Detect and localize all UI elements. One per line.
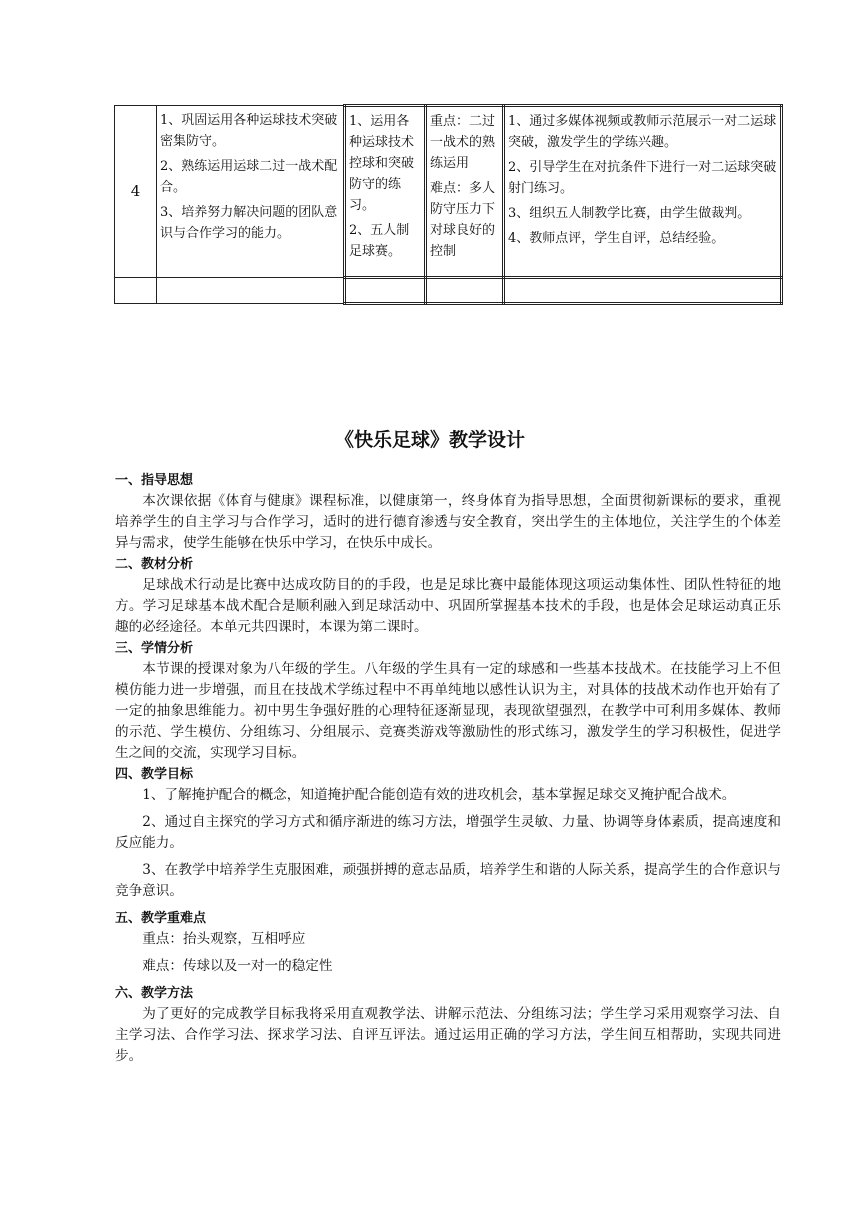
methods-cell bbox=[504, 106, 782, 278]
method-item: 3、组织五人制教学比赛，由学生做裁判。 bbox=[508, 206, 751, 221]
goal-item: 1、巩固运用各种运球技术突破密集防守。 bbox=[160, 113, 338, 149]
lesson-plan-table bbox=[114, 104, 783, 305]
content-item: 1、运用各种运球技术控球和突破防守的练习。 bbox=[349, 114, 415, 213]
document-body bbox=[115, 470, 781, 1067]
method-item: 4、教师点评，学生自评，总结经验。 bbox=[508, 231, 725, 246]
section-heading: 六、教学方法 bbox=[115, 986, 194, 1001]
section-paragraph: 本次课依据《体育与健康》课程标准，以健康第一，终身体育为指导思想，全面贯彻新课标的要求，重视培养学生的自主学习与合作学习，适时的进行德育渗透与安全教育，突出学生的主体地位，关注学生的个体差异与需求，使学生能够在快乐中学习，在快乐中成长。 bbox=[115, 493, 781, 551]
section-heading: 一、指导思想 bbox=[115, 473, 194, 488]
empty-cell bbox=[504, 278, 782, 304]
goal-item: 2、熟练运用运球二过一战术配合。 bbox=[160, 159, 338, 195]
empty-cell bbox=[426, 278, 504, 304]
section-heading: 五、教学重难点 bbox=[115, 911, 207, 926]
lesson-number-cell: 4 bbox=[115, 106, 157, 278]
goals-cell bbox=[157, 106, 345, 278]
empty-cell bbox=[115, 278, 157, 304]
method-item: 2、引导学生在对抗条件下进行一对二运球突破射门练习。 bbox=[508, 160, 777, 196]
content-item: 2、五人制足球赛。 bbox=[349, 223, 410, 259]
goal-paragraph: 2、通过自主探究的学习方式和循序渐进的练习方法，增强学生灵敏、力量、协调等身体素质，提高速度和反应能力。 bbox=[115, 814, 781, 851]
goal-item: 3、培养努力解决问题的团队意识与合作学习的能力。 bbox=[160, 205, 338, 241]
empty-cell bbox=[157, 278, 345, 304]
key-difficulty-cell bbox=[426, 106, 504, 278]
section-heading: 三、学情分析 bbox=[115, 641, 194, 656]
content-cell bbox=[345, 106, 426, 278]
table-row bbox=[115, 106, 782, 278]
empty-cell bbox=[345, 278, 426, 304]
key-point-line: 重点：抬头观察，互相呼应 bbox=[142, 931, 306, 947]
table-row bbox=[115, 278, 782, 304]
key-point: 重点：二过一战术的熟练运用 bbox=[430, 114, 496, 171]
difficulty-point: 难点：多人防守压力下对球良好的控制 bbox=[430, 181, 496, 259]
section-paragraph: 为了更好的完成教学目标我将采用直观教学法、讲解示范法、分组练习法；学生学习采用观察学习法、自主学习法、合作学习法、探求学习法、自评互评法。通过运用正确的学习方法，学生间互相帮助，实现共同进步。 bbox=[115, 1006, 781, 1064]
section-heading: 二、教材分析 bbox=[115, 557, 194, 572]
difficulty-line: 难点：传球以及一对一的稳定性 bbox=[142, 958, 333, 974]
section-paragraph: 足球战术行动是比赛中达成攻防目的的手段，也是足球比赛中最能体现这项运动集体性、团队性特征的地方。学习足球基本战术配合是顺利融入到足球活动中、巩固所掌握基本技术的手段，也是体会足球运动真正乐趣的必经途径。本单元共四课时，本课为第二课时。 bbox=[115, 577, 781, 635]
method-item: 1、通过多媒体视频或教师示范展示一对二运球突破，激发学生的学练兴趣。 bbox=[508, 114, 777, 150]
section-paragraph: 本节课的授课对象为八年级的学生。八年级的学生具有一定的球感和一些基本技战术。在技能学习上不但模仿能力进一步增强，而且在技战术学练过程中不再单纯地以感性认识为主，对具体的技战术动作也开始有了一定的抽象思维能力。初中男生争强好胜的心理特征逐渐显现，表现欲望强烈，在教学中可利用多媒体、教师的示范、学生模仿、分组练习、分组展示、竞赛类游戏等激励性的形式练习，激发学生的学习积极性，促进学生之间的交流，实现学习目标。 bbox=[115, 661, 781, 761]
goal-paragraph: 1、了解掩护配合的概念，知道掩护配合能创造有效的进攻机会，基本掌握足球交叉掩护配合战术。 bbox=[142, 787, 736, 803]
section-heading: 四、教学目标 bbox=[115, 767, 194, 782]
goal-paragraph: 3、在教学中培养学生克服困难，顽强拼搏的意志品质，培养学生和谐的人际关系，提高学生的合作意识与竞争意识。 bbox=[115, 862, 781, 899]
document-title: 《快乐足球》教学设计 bbox=[334, 429, 525, 451]
